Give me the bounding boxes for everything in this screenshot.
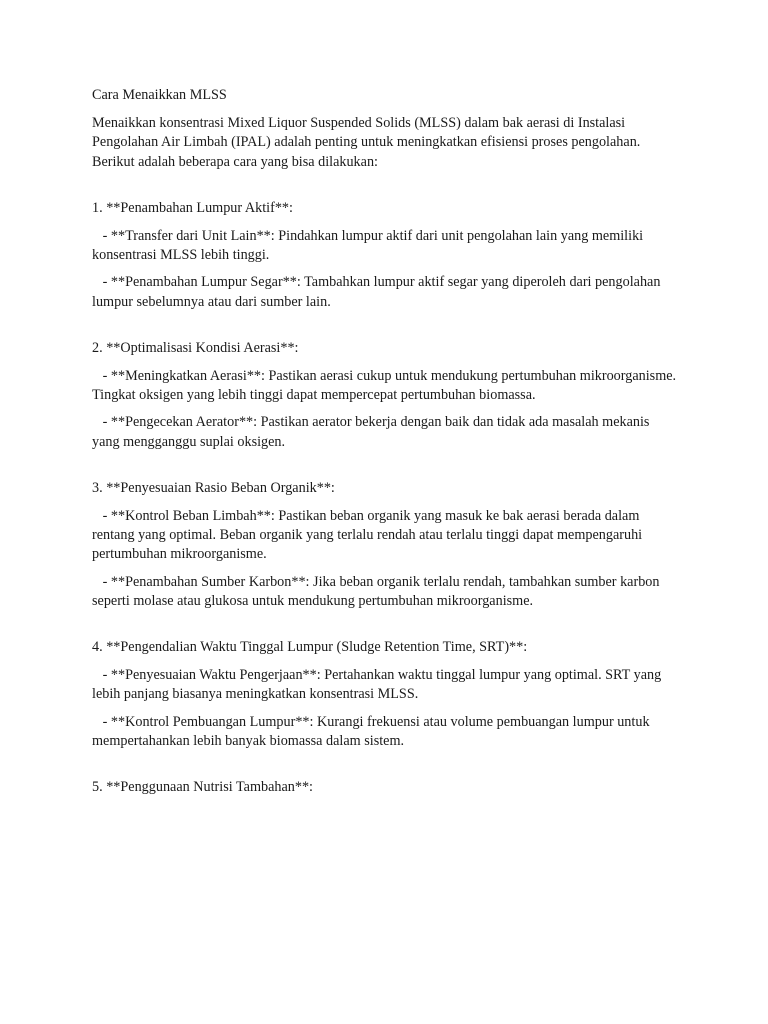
list-item: - **Penambahan Lumpur Segar**: Tambahkan lumpur aktif segar yang diperoleh dari pengolahan lumpur sebelumnya atau dari sumber lain. — [92, 274, 661, 310]
section-heading: 5. **Penggunaan Nutrisi Tambahan**: — [92, 779, 313, 796]
document-content — [92, 86, 678, 806]
list-item: - **Kontrol Beban Limbah**: Pastikan beban organik yang masuk ke bak aerasi berada dalam rentang yang optimal. Beban organik yang terlalu rendah atau terlalu tinggi dapat mempengaruhi pertumbuhan mikroorganisme. — [92, 508, 643, 563]
section-heading: 4. **Pengendalian Waktu Tinggal Lumpur (Sludge Retention Time, SRT)**: — [92, 639, 528, 656]
list-item: - **Meningkatkan Aerasi**: Pastikan aerasi cukup untuk mendukung pertumbuhan mikroorganisme. Tingkat oksigen yang lebih tinggi dapat mempercepat pertumbuhan biomassa. — [92, 368, 677, 404]
section-3 — [92, 479, 678, 611]
list-item: - **Penambahan Sumber Karbon**: Jika beban organik terlalu rendah, tambahkan sumber karbon seperti molase atau glukosa untuk mendukung pertumbuhan mikroorganisme. — [92, 573, 660, 609]
section-heading: 3. **Penyesuaian Rasio Beban Organik**: — [92, 479, 335, 496]
section-1 — [92, 199, 678, 312]
list-item: - **Penyesuaian Waktu Pengerjaan**: Pertahankan waktu tinggal lumpur yang optimal. SRT yang lebih panjang biasanya meningkatkan konsentrasi MLSS. — [92, 667, 662, 703]
section-4 — [92, 638, 678, 751]
list-item: - **Pengecekan Aerator**: Pastikan aerator bekerja dengan baik dan tidak ada masalah mekanis yang mengganggu suplai oksigen. — [92, 414, 650, 450]
document-title: Cara Menaikkan MLSS — [92, 87, 227, 103]
section-2 — [92, 339, 678, 452]
section-heading: 2. **Optimalisasi Kondisi Aerasi**: — [92, 339, 299, 356]
list-item: - **Kontrol Pembuangan Lumpur**: Kurangi frekuensi atau volume pembuangan lumpur untuk mempertahankan lebih banyak biomassa dalam sistem. — [92, 713, 650, 749]
list-item: - **Transfer dari Unit Lain**: Pindahkan lumpur aktif dari unit pengolahan lain yang memiliki konsentrasi MLSS lebih tinggi. — [92, 228, 644, 264]
section-5 — [92, 778, 678, 797]
intro-paragraph: Menaikkan konsentrasi Mixed Liquor Suspended Solids (MLSS) dalam bak aerasi di Instalasi Pengolahan Air Limbah (IPAL) adalah penting untuk meningkatkan efisiensi proses pengolahan. Berikut adalah beberapa cara yang bisa dilakukan: — [92, 115, 641, 170]
section-heading: 1. **Penambahan Lumpur Aktif**: — [92, 199, 293, 216]
